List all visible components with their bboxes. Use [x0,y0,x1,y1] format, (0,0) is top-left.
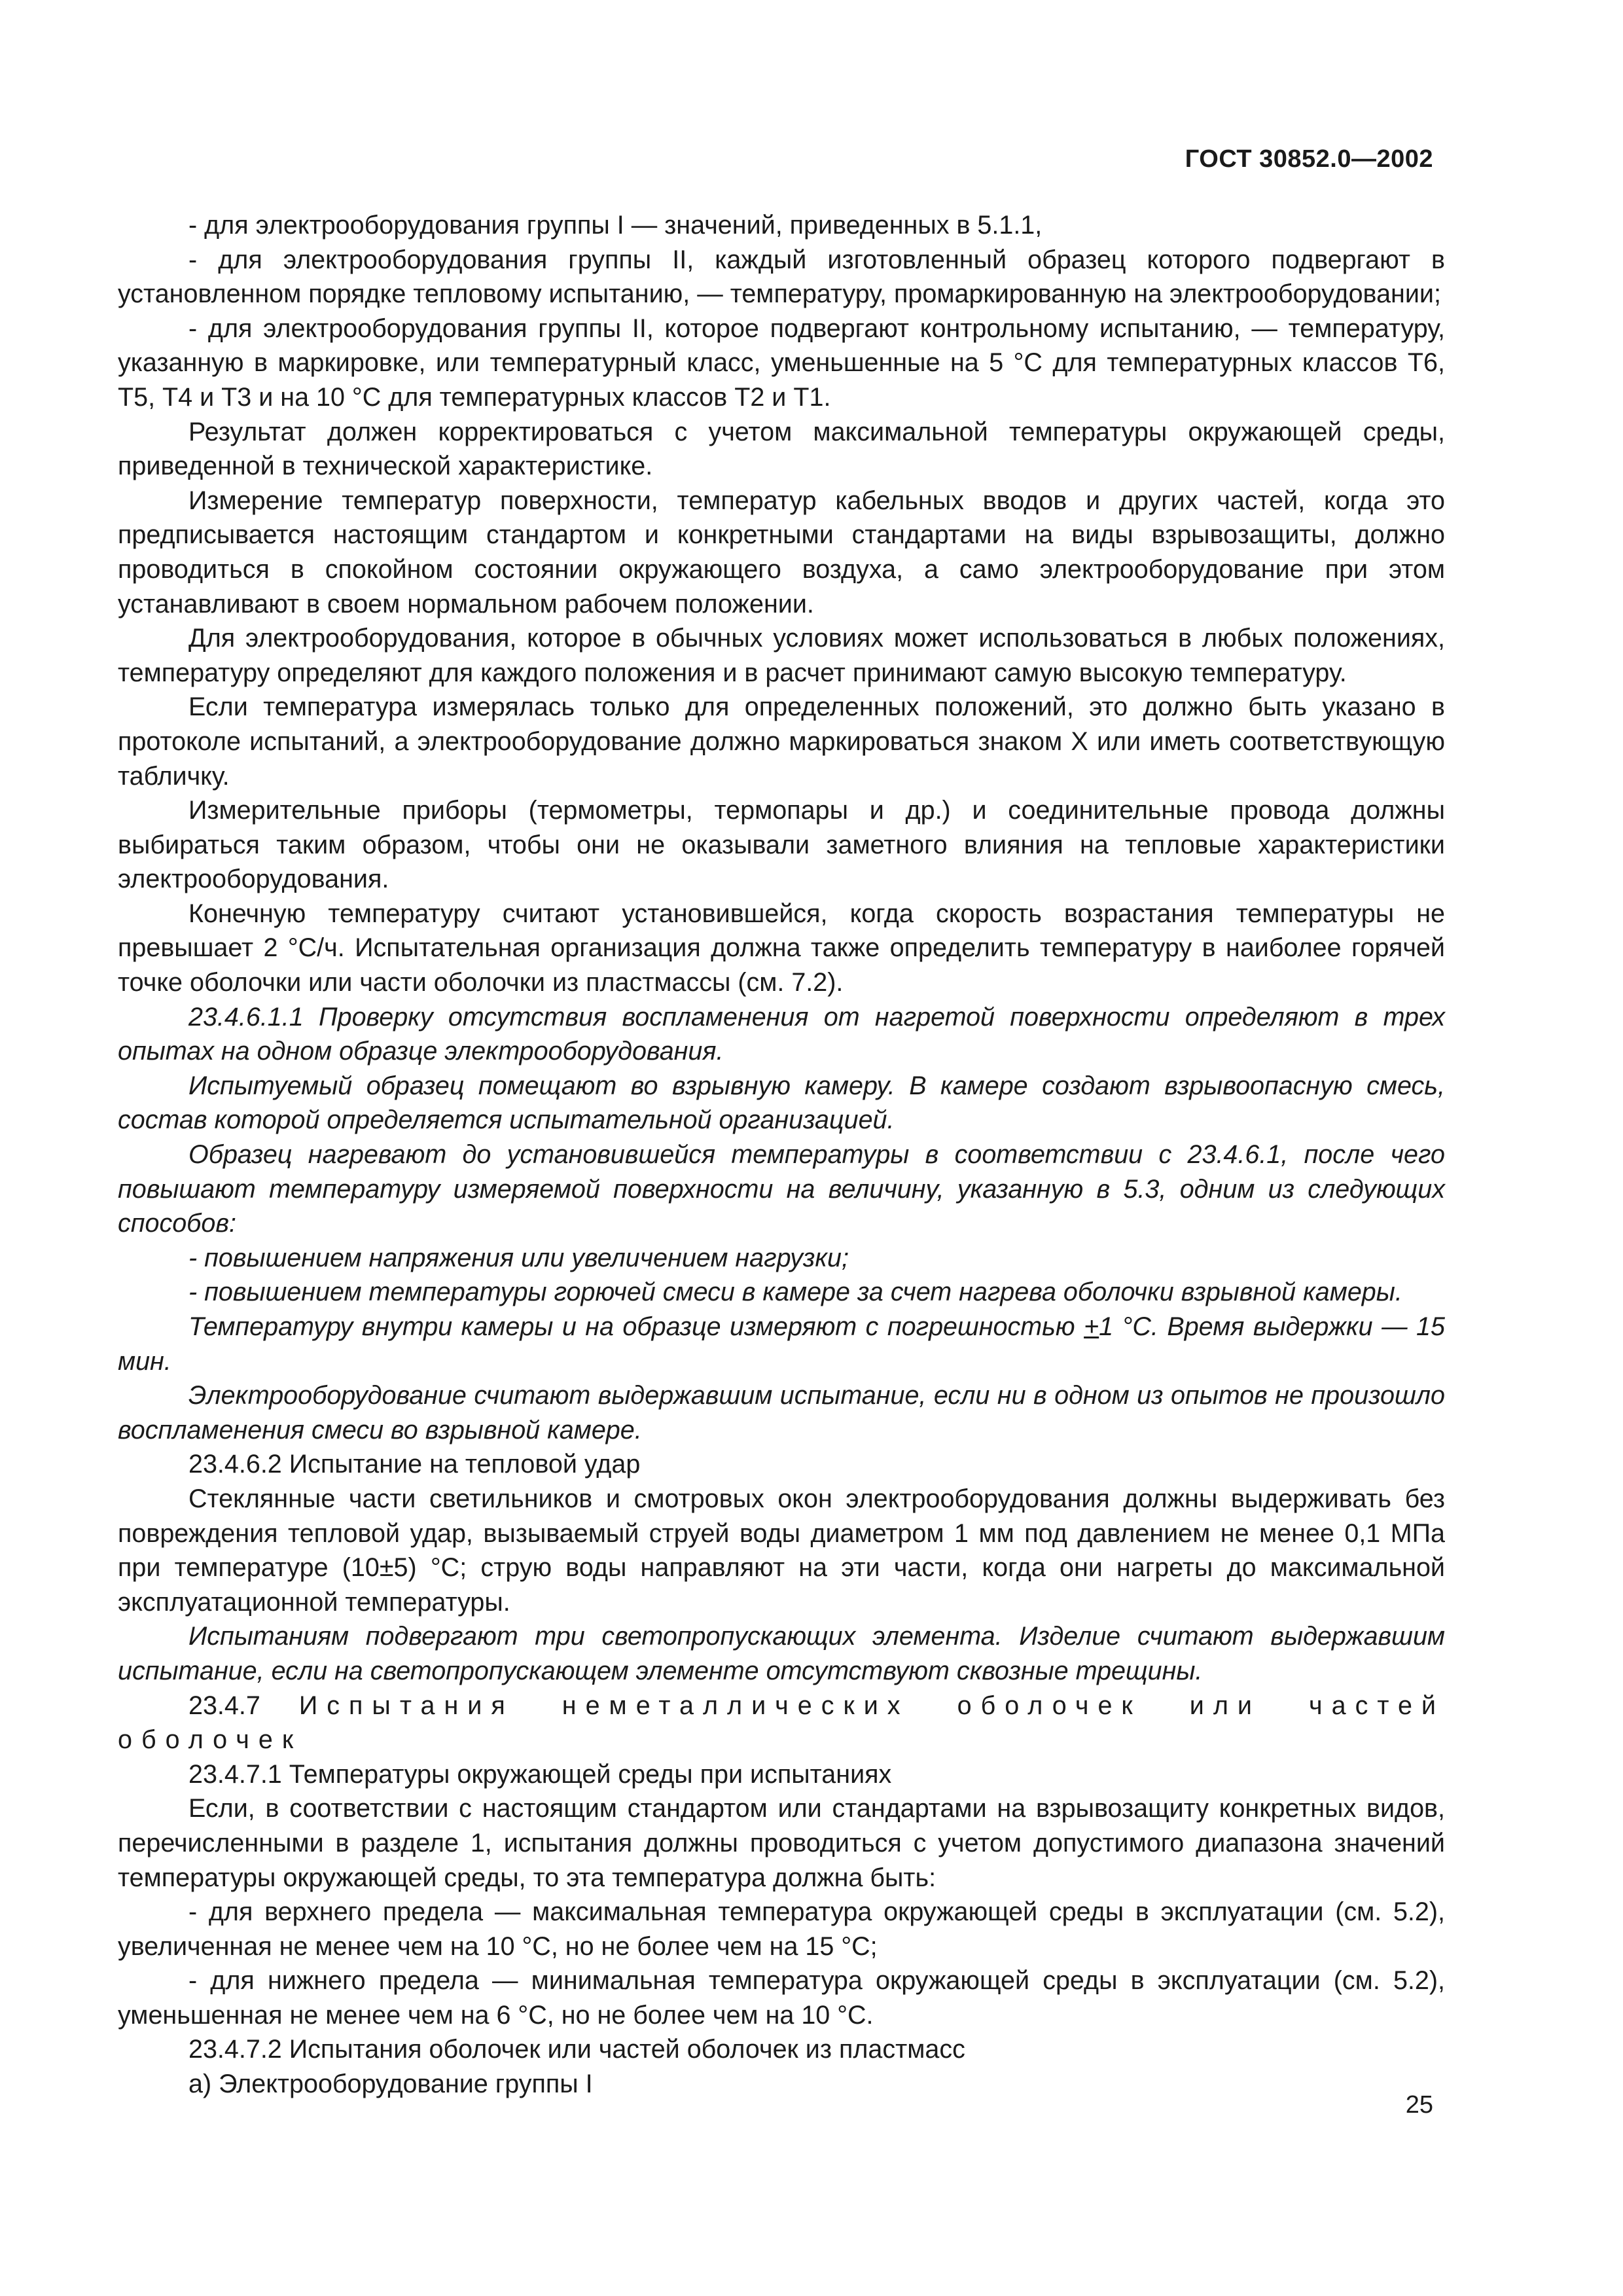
standard-header: ГОСТ 30852.0—2002 [1185,145,1433,173]
paragraph: Измерительные приборы (термометры, термопары и др.) и соединительные провода должны выбираться таким образом, чтобы они не оказывали заметного влияния на тепловые характеристики электрооборудования. [118,796,1445,894]
paragraph: Если температура измерялась только для определенных положений, это должно быть указано в протоколе испытаний, а электрооборудование должно маркироваться знаком X или иметь соответствующую табличку. [118,692,1445,791]
paragraph: - для электрооборудования группы II, которое подвергают контрольному испытанию, — температуру, указанную в маркировке, или температурный класс, уменьшенные на 5 °С для температурных классов Т6, Т5, Т4 и Т3 и на 10 °С для температурных классов Т2 и Т1. [118,314,1445,412]
paragraph: 23.4.6.2 Испытание на тепловой удар [188,1450,641,1479]
paragraph: Результат должен корректироваться с учетом максимальной температуры окружающей среды, приведенной в технической характеристике. [118,417,1445,481]
paragraph-italic: - повышением температуры горючей смеси в камере за счет нагрева оболочки взрывной камеры. [188,1278,1402,1307]
section-heading [118,1689,1445,1757]
paragraph: Измерение температур поверхности, температур кабельных вводов и других частей, когда это предписывается настоящим стандартом и конкретными стандартами на виды взрывозащиты, должно проводиться в спокойном состоянии окружающего воздуха, а само электрооборудование при этом устанавливают в своем нормальном рабочем положении. [118,486,1445,619]
section-number: 23.4.7 [188,1691,260,1720]
paragraph: - для электрооборудования группы II, каждый изготовленный образец которого подвергают в установленном порядке тепловому испытанию, — температуру, промаркированную на электрооборудовании; [118,245,1445,309]
paragraph: Для электрооборудования, которое в обычных условиях может использоваться в любых положениях, температуру определяют для каждого положения и в расчет принимают самую высокую температуру. [118,624,1445,687]
tolerance-text-before: Температуру внутри камеры и на образце измеряют с погрешностью [188,1312,1084,1341]
paragraph: 23.4.7.1 Температуры окружающей среды при испытаниях [188,1759,892,1789]
paragraph: - для нижнего предела — минимальная температура окружающей среды в эксплуатации (см. 5.2), уменьшенная не менее чем на 6 °С, но не более чем на 10 °С. [118,1966,1445,2030]
paragraph-italic-tolerance [118,1310,1445,1378]
tolerance-sign: + [1084,1312,1099,1341]
paragraph-italic: Испытаниям подвергают три светопропускающих элемента. Изделие считают выдержавшим испытание, если на светопропускающем элементе отсутствуют сквозные трещины. [118,1622,1445,1685]
paragraph-italic: - повышением напряжения или увеличением нагрузки; [188,1243,849,1272]
paragraph-italic: Образец нагревают до установившейся температуры в соответствии с 23.4.6.1, после чего повышают температуру измеряемой поверхности на величину, указанную в 5.3, одним из следующих способов: [118,1140,1445,1238]
paragraph-italic: 23.4.6.1.1 Проверку отсутствия воспламенения от нагретой поверхности определяют в трех опытах на одном образце электрооборудования. [118,1002,1445,1066]
paragraph: Если, в соответствии с настоящим стандартом или стандартами на взрывозащиту конкретных видов, перечисленными в разделе 1, испытания должны проводиться с учетом допустимого диапазона значений температуры окружающей среды, то эта температура должна быть: [118,1794,1445,1892]
section-title: Испытания неметаллических оболочек или частей оболочек [118,1691,1446,1755]
tolerance-text-after: 1 °С. Время выдержки — 15 мин. [118,1312,1445,1376]
paragraph: - для электрооборудования группы I — значений, приведенных в 5.1.1, [188,211,1043,240]
paragraph: Стеклянные части светильников и смотровых окон электрооборудования должны выдерживать без повреждения тепловой удар, вызываемый струей воды диаметром 1 мм под давлением не менее 0,1 МПа при температуре (10±5) °С; струю воды направляют на эти части, когда они нагреты до максимальной эксплуатационной температуры. [118,1484,1445,1617]
paragraph: - для верхнего предела — максимальная температура окружающей среды в эксплуатации (см. 5.2), увеличенная не менее чем на 10 °С, но не более чем на 15 °С; [118,1897,1445,1961]
paragraph-italic: Испытуемый образец помещают во взрывную камеру. В камере создают взрывоопасную смесь, состав которой определяется испытательной организацией. [118,1071,1445,1135]
paragraph: а) Электрооборудование группы I [188,2070,593,2099]
paragraph-italic: Электрооборудование считают выдержавшим испытание, если ни в одном из опытов не произошло воспламенения смеси во взрывной камере. [118,1381,1445,1444]
paragraph: Конечную температуру считают установившейся, когда скорость возрастания температуры не превышает 2 °С/ч. Испытательная организация должна также определить температуру в наиболее горячей точке оболочки или части оболочки из пластмассы (см. 7.2). [118,899,1445,997]
body-text [118,208,1445,2102]
paragraph: 23.4.7.2 Испытания оболочек или частей оболочек из пластмасс [188,2035,965,2064]
page-number: 25 [1405,2091,1433,2119]
